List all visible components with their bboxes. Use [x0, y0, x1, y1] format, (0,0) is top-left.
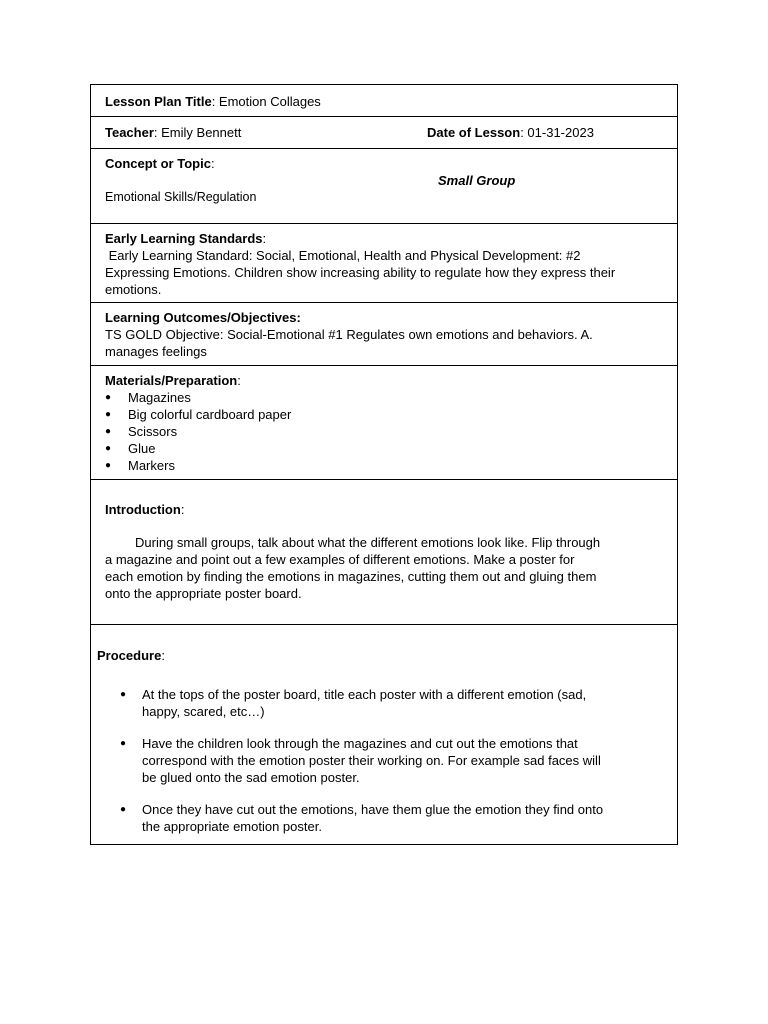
standards-row: Early Learning Standards: Early Learning Standard: Social, Emotional, Health and Physical Development: #2 Expressing Emotions. Children show increasing ability to regulate how they express their emotions.	[91, 224, 677, 303]
title-label: Lesson Plan Title	[105, 94, 212, 109]
title-value: Emotion Collages	[218, 94, 321, 109]
introduction-line: onto the appropriate poster board.	[105, 586, 302, 601]
list-item: ● Markers	[91, 457, 677, 474]
list-item	[91, 686, 677, 720]
procedure-line: the appropriate emotion poster.	[142, 819, 322, 834]
list-item: ● Scissors	[91, 423, 677, 440]
teacher-label: Teacher	[105, 125, 154, 140]
list-item: ● Glue	[91, 440, 677, 457]
procedure-line: ● Once they have cut out the emotions, have them glue the emotion they find onto	[142, 802, 604, 817]
group-type: Small Group	[438, 173, 516, 188]
date-cell: Date of Lesson: 01-31-2023	[427, 125, 594, 140]
concept-row: Concept or Topic: Emotional Skills/Regulation Small Group	[91, 149, 677, 224]
introduction-label: Introduction	[105, 502, 181, 517]
title-row: Lesson Plan Title: Emotion Collages	[91, 85, 677, 117]
procedure-line: ● Have the children look through the magazines and cut out the emotions that	[142, 736, 578, 751]
date-value: 01-31-2023	[527, 125, 594, 140]
outcomes-line: TS GOLD Objective: Social-Emotional #1 Regulates own emotions and behaviors. A.	[105, 327, 593, 342]
standards-line: Early Learning Standard: Social, Emotional, Health and Physical Development: #2	[105, 248, 581, 263]
outcomes-label: Learning Outcomes/Objectives:	[105, 310, 301, 325]
concept-label: Concept or Topic	[105, 156, 211, 171]
procedure-line: correspond with the emotion poster their working on. For example sad faces will	[142, 753, 601, 768]
procedure-line: happy, scared, etc…)	[142, 704, 265, 719]
procedure-row: Procedure: ● At the tops of the poster board, title each poster with a different emotion (sad, happy, scared, etc…) ● Have the children look through the magazines and cut out the emotions that correspond with the emotion poster their working on. For example sad faces will be glued onto the sad emotion poster. ● Once they have cut out the emotions, have them glue the emotion they find onto the appropriate emotion poster.	[91, 625, 677, 844]
introduction-line: a magazine and point out a few examples of different emotions. Make a poster for	[105, 552, 575, 567]
list-item: ● Magazines	[91, 389, 677, 406]
materials-list	[91, 389, 677, 474]
date-label: Date of Lesson	[427, 125, 521, 140]
list-item	[91, 801, 677, 835]
list-item: ● Big colorful cardboard paper	[91, 406, 677, 423]
list-item	[91, 735, 677, 786]
introduction-line: During small groups, talk about what the different emotions look like. Flip through	[135, 535, 601, 550]
outcomes-row	[91, 303, 677, 366]
teacher-row: Teacher: Emily Bennett Date of Lesson: 01-31-2023	[91, 117, 677, 149]
procedure-line: ● At the tops of the poster board, title each poster with a different emotion (sad,	[142, 687, 587, 702]
standards-line: emotions.	[105, 282, 162, 297]
materials-label: Materials/Preparation	[105, 373, 238, 388]
procedure-line: be glued onto the sad emotion poster.	[142, 770, 360, 785]
standards-label: Early Learning Standards	[105, 231, 263, 246]
materials-row: Materials/Preparation: ● Magazines ● Big colorful cardboard paper ● Scissors ● Glue ● Markers	[91, 366, 677, 480]
standards-line: Expressing Emotions. Children show increasing ability to regulate how they express their	[105, 265, 616, 280]
procedure-list	[91, 686, 677, 835]
concept-value: Emotional Skills/Regulation	[105, 190, 257, 204]
teacher-value: Emily Bennett	[161, 125, 242, 140]
introduction-row: Introduction: During small groups, talk about what the different emotions look like. Flip through a magazine and point out a few examples of different emotions. Make a poster for each emotion by finding the emotions in magazines, cutting them out and gluing them onto the appropriate poster board.	[91, 480, 677, 625]
introduction-line: each emotion by finding the emotions in magazines, cutting them out and gluing them	[105, 569, 597, 584]
procedure-label: Procedure	[97, 648, 162, 663]
outcomes-line: manages feelings	[105, 344, 207, 359]
lesson-plan-table	[90, 84, 678, 845]
